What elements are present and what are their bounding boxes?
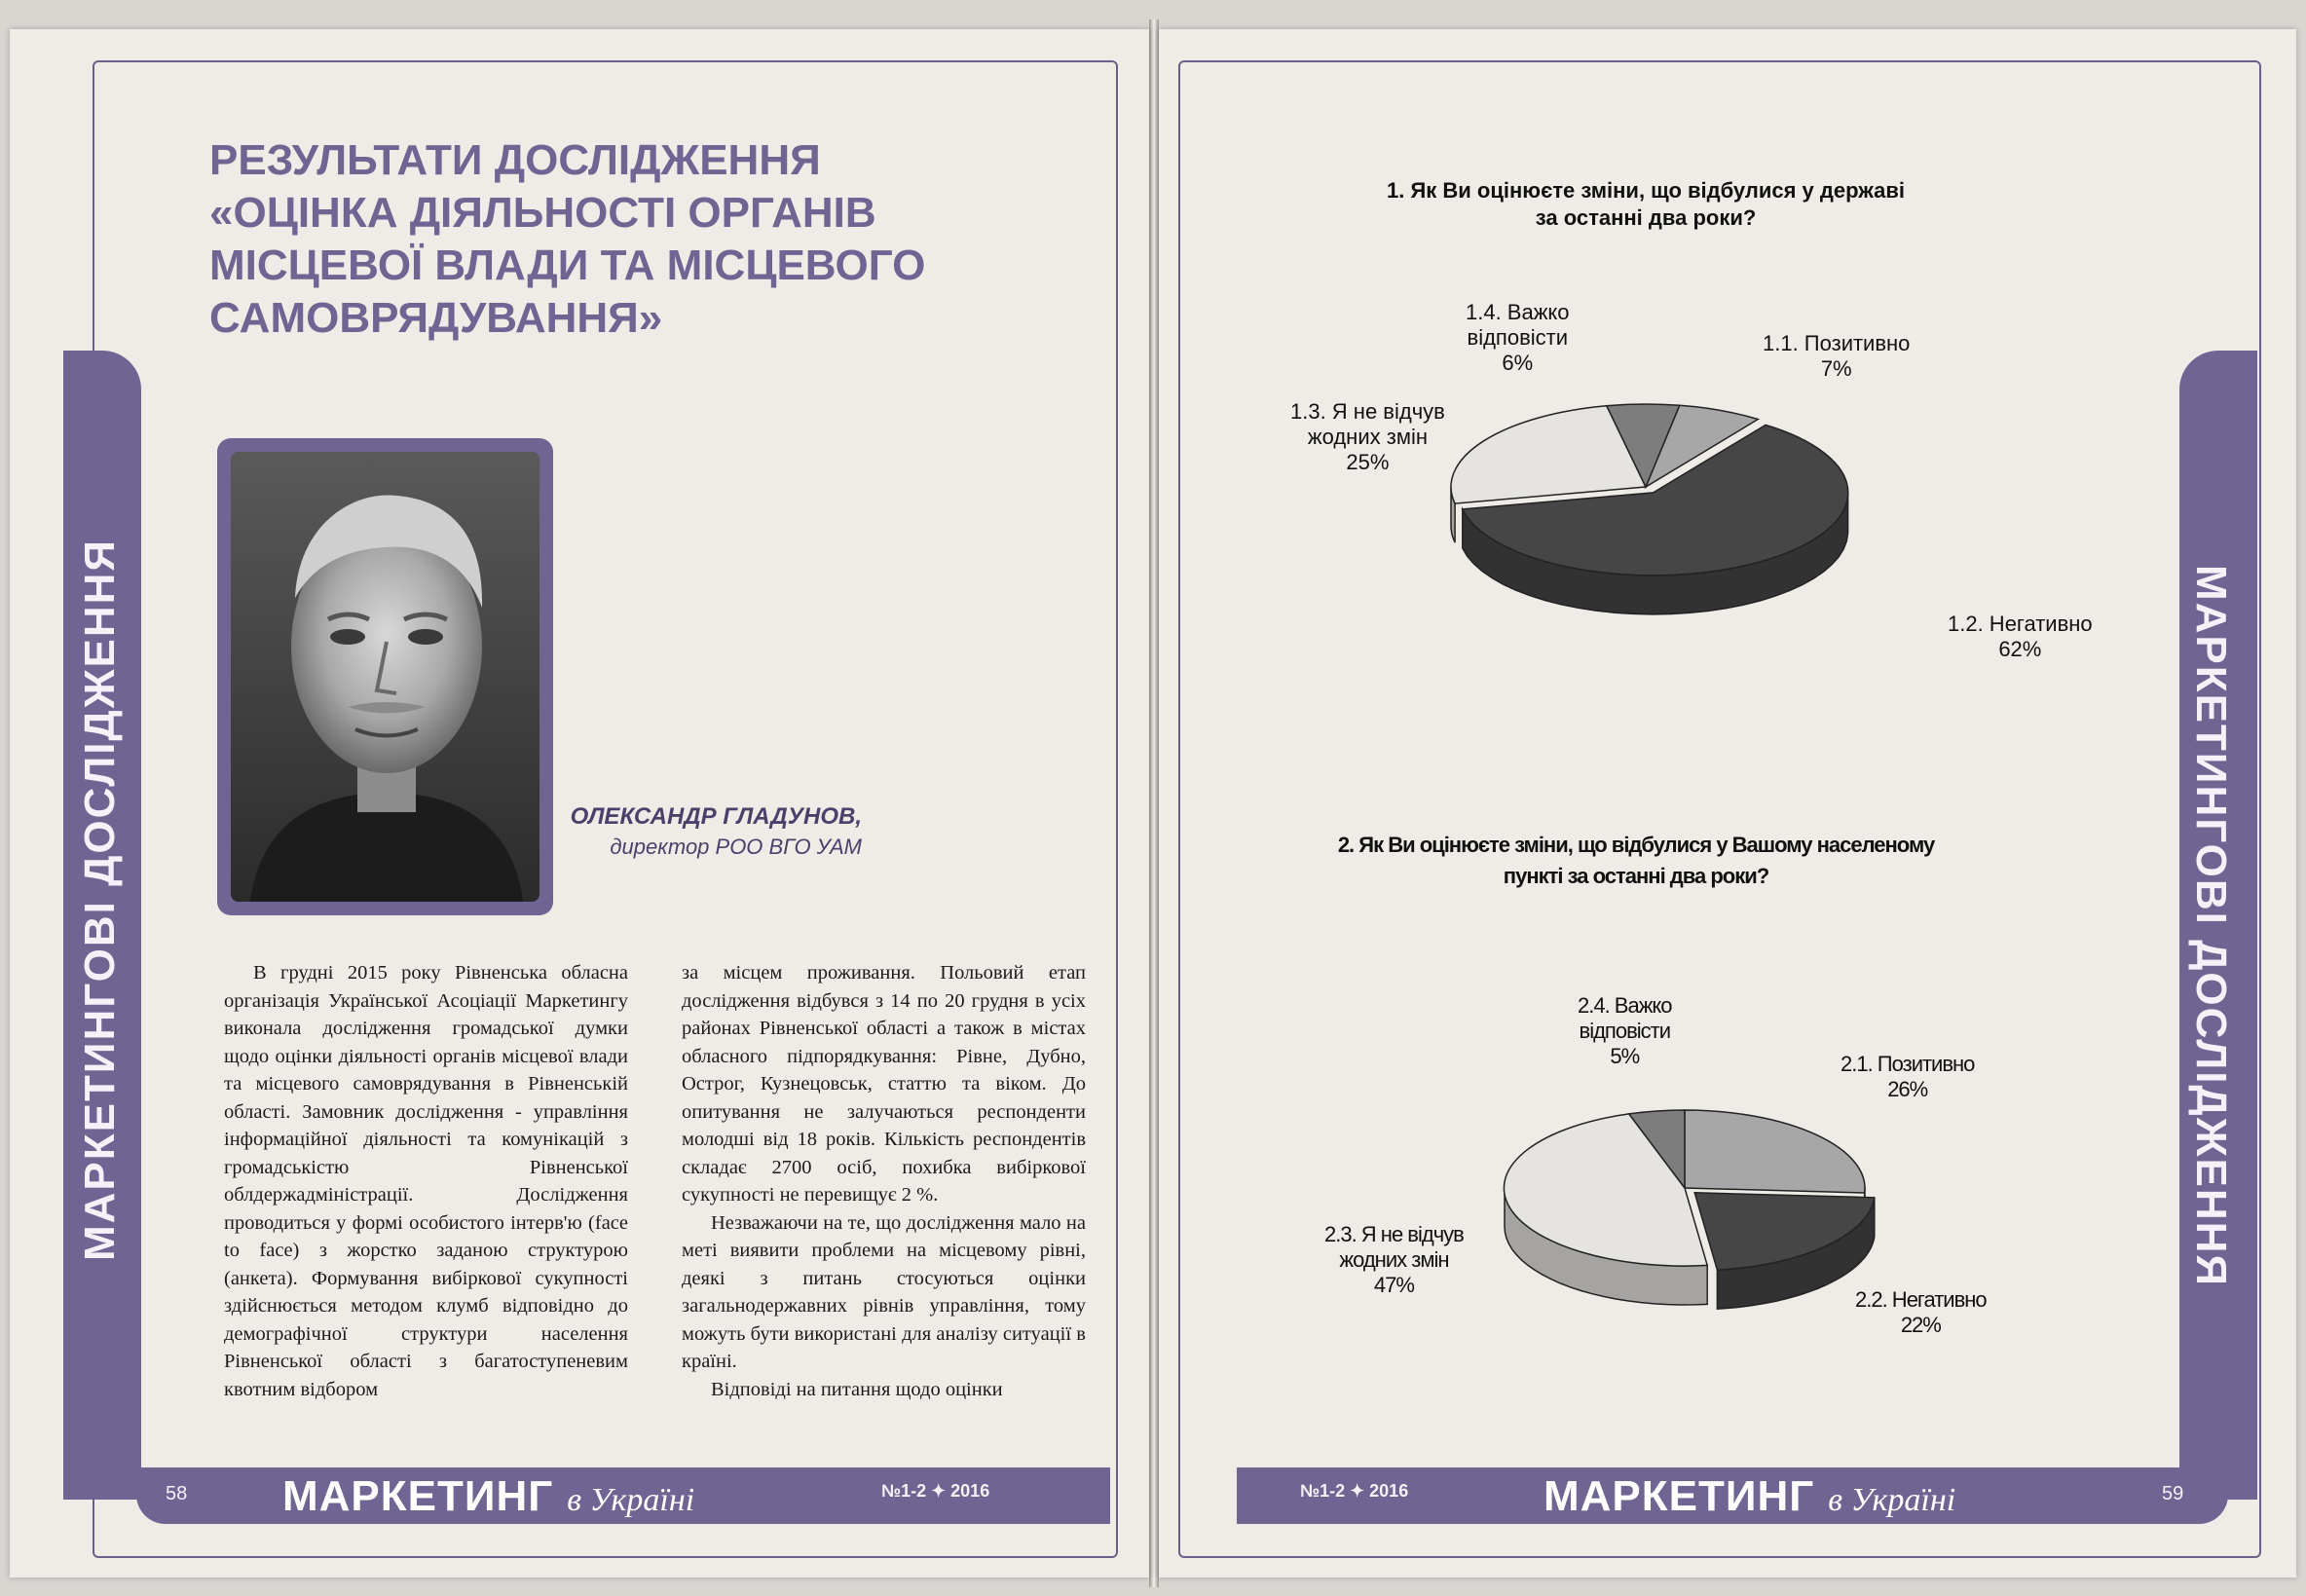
section-label: МАРКЕТИНГОВІ ДОСЛІДЖЕННЯ: [76, 538, 124, 1261]
pie-slice: [1685, 1110, 1865, 1193]
portrait-image: [231, 452, 539, 902]
chart-title-line: пункті за останні два роки?: [1503, 864, 1769, 888]
slice-value: 62%: [1998, 637, 2042, 661]
title-line: МІСЦЕВОЇ ВЛАДИ ТА МІСЦЕВОГО: [209, 241, 926, 289]
chart-2-label-1: [1841, 1052, 1974, 1102]
issue-number: №1-2 ✦ 2016: [1300, 1481, 1409, 1501]
chart-title-line: 2. Як Ви оцінюєте зміни, що відбулися у Вашому населеному: [1337, 833, 1935, 857]
page-right: [1159, 29, 2296, 1577]
section-label: МАРКЕТИНГОВІ ДОСЛІДЖЕННЯ: [2187, 565, 2235, 1288]
slice-label: 2.4. Важко: [1578, 993, 1672, 1018]
slice-value: 26%: [1887, 1077, 1928, 1101]
slice-label: жодних змін: [1307, 425, 1428, 449]
book-gutter: [1149, 19, 1159, 1587]
paragraph: Незважаючи на те, що дослідження мало на меті виявити проблеми на місцевому рівні, деякі з питань стосуються оцінки загальнодержавних рівнів управління, тому можуть бути використані для аналізу ситуації в країні.: [682, 1211, 1086, 1372]
slice-label: 2.1. Позитивно: [1841, 1052, 1975, 1076]
chart-title-line: 1. Як Ви оцінюєте зміни, що відбулися у державі: [1387, 178, 1905, 203]
slice-label: 1.2. Негативно: [1948, 612, 2093, 636]
chart-2-label-4: [1578, 993, 1672, 1069]
slice-value: 5%: [1610, 1044, 1640, 1068]
slice-value: 25%: [1346, 450, 1390, 474]
slice-value: 7%: [1820, 356, 1852, 381]
slice-label: жодних змін: [1339, 1247, 1449, 1272]
author-photo: [231, 452, 539, 902]
page-frame: [1178, 60, 2261, 1558]
title-line: РЕЗУЛЬТАТИ ДОСЛІДЖЕННЯ: [209, 136, 821, 184]
chart-1-label-1: [1763, 331, 1910, 382]
chart-1-label-3: [1290, 399, 1445, 475]
chart-1-pie: [1422, 360, 1870, 643]
author-photo-frame: [217, 438, 553, 915]
chart-1-title: [1354, 177, 1938, 232]
article-column-2: [682, 959, 1086, 1403]
author-caption: [560, 803, 862, 860]
slice-value: 6%: [1502, 351, 1534, 375]
chart-2-label-2: [1855, 1287, 1987, 1338]
show-through-text: [886, 156, 1110, 409]
author-name: ОЛЕКСАНДР ГЛАДУНОВ,: [570, 803, 862, 830]
slice-label: 1.3. Я не відчув: [1290, 399, 1445, 424]
slice-label: 2.3. Я не відчув: [1324, 1222, 1464, 1246]
brand-name: МАРКЕТИНГ: [1544, 1472, 1815, 1520]
title-line: «ОЦІНКА ДІЯЛЬНОСТІ ОРГАНІВ: [209, 189, 876, 237]
brand-script: в Україні: [1828, 1482, 1956, 1518]
chart-1-label-4: [1466, 300, 1570, 376]
slice-value: 47%: [1373, 1273, 1414, 1297]
author-role: директор РОО ВГО УАМ: [610, 835, 862, 859]
page-number: 58: [166, 1483, 188, 1504]
slice-label: 2.2. Негативно: [1855, 1287, 1987, 1312]
issue-number: №1-2 ✦ 2016: [881, 1481, 990, 1501]
paragraph: В грудні 2015 року Рівненська обласна організація Української Асоціації Маркетингу виконала дослідження громадської думки щодо оцінки діяльності органів місцевої влади та місцевого самоврядування в Рівненській області. Замовник дослідження - управління інформаційної діяльності та комунікацій з громадськістю Рівненської облдержадміністрації. Дослідження проводиться у формі особистого інтерв'ю (face to face) з жорстко заданою структурою (анкета). Формування вибіркової сукупності здійснюється методом клумб відповідно до демографічної структури населення Рівненської області з багатоступеневим квотним відбором: [224, 962, 628, 1400]
chart-2-title: [1285, 830, 1987, 892]
brand-name: МАРКЕТИНГ: [282, 1472, 554, 1520]
slice-value: 22%: [1900, 1313, 1941, 1337]
magazine-brand: [1544, 1472, 1955, 1521]
chart-1-label-2: [1948, 612, 2093, 662]
article-column-1: [224, 959, 628, 1403]
slice-label: 1.1. Позитивно: [1763, 331, 1911, 355]
paragraph: Відповіді на питання щодо оцінки: [711, 1378, 1003, 1400]
chart-title-line: за останні два роки?: [1535, 205, 1757, 230]
magazine-brand: [282, 1472, 694, 1521]
brand-script: в Україні: [567, 1482, 695, 1518]
paragraph: за місцем проживання. Польовий етап дослідження відбувся з 14 по 20 грудня в усіх районах Рівненської області а також в містах обласного підпорядкування: Рівне, Дубно, Острог, Кузнецовськ, статтю та віком. До опитування не залучаються респонденти молодші від 18 років. Кількість респондентів складає 2700 осіб, похибка вибіркової сукупності не перевищує 2 %.: [682, 962, 1086, 1206]
chart-2-label-3: [1324, 1222, 1464, 1298]
chart-2-pie: [1480, 1076, 1889, 1329]
page-number: 59: [2162, 1483, 2184, 1504]
slice-label: 1.4. Важко: [1466, 300, 1570, 324]
title-line: САМОВРЯДУВАННЯ»: [209, 294, 663, 342]
slice-label: відповісти: [1579, 1019, 1671, 1043]
slice-label: відповісти: [1467, 325, 1569, 350]
page-left: [10, 29, 1149, 1577]
